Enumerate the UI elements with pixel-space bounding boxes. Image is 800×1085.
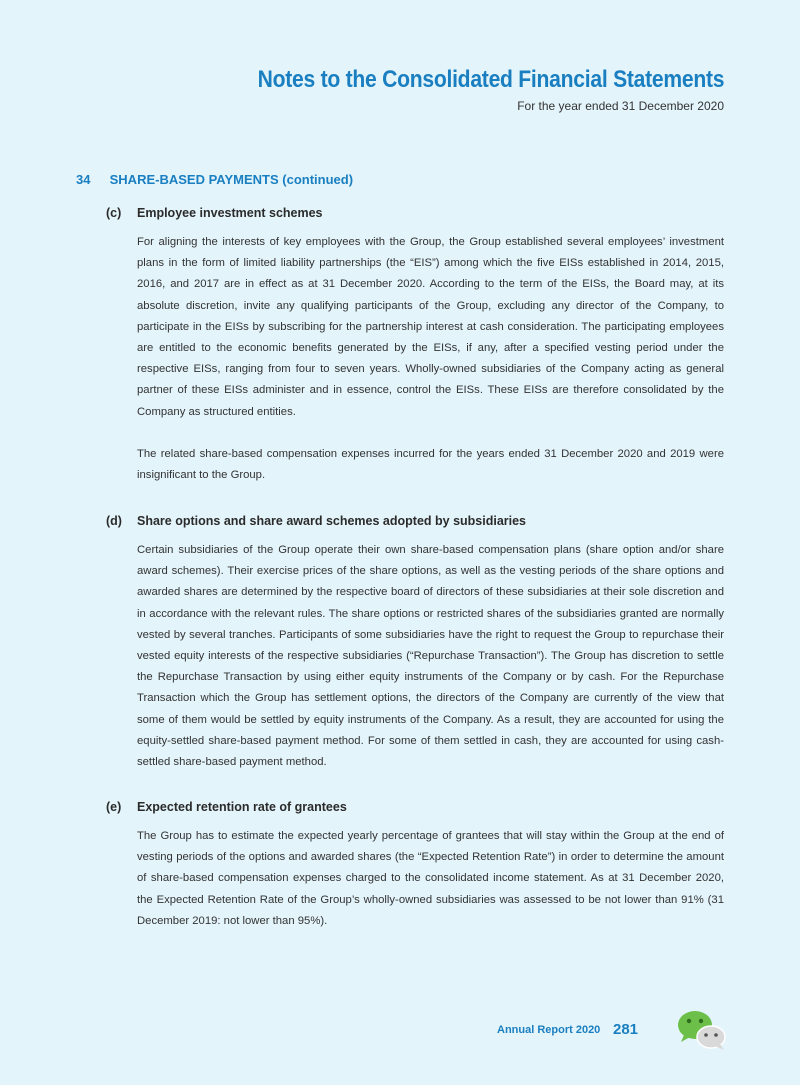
page-title: Notes to the Consolidated Financial Statements xyxy=(257,66,724,93)
paragraph: The related share-based compensation expenses incurred for the years ended 31 December 2020 and 2019 were insignificant to the Group. xyxy=(137,447,724,482)
section-heading xyxy=(76,172,353,187)
subsection-letter: (d) xyxy=(106,514,122,528)
page-subtitle: For the year ended 31 December 2020 xyxy=(517,99,724,113)
subsection-title: Share options and share award schemes adopted by subsidiaries xyxy=(137,514,527,528)
subsection-e xyxy=(106,800,724,932)
page-number: 281 xyxy=(613,1021,639,1038)
subsection-c xyxy=(106,206,724,486)
annual-report-label: Annual Report 2020 xyxy=(497,1024,601,1036)
wechat-logo-icon xyxy=(676,1010,728,1052)
paragraph: Certain subsidiaries of the Group operate their own share-based compensation plans (share option and/or share award schemes). Their exercise prices of the share options, as well as the vesting periods of the share options and awarded shares are determined by the respective board of directors of these subsidiaries at their sole discretion and in accordance with the relevant rules. The share options or restricted shares of the subsidiaries granted are normally vested by several tranches. Participants of some subsidiaries have the right to request the Group to repurchase their vested equity interests of the respective subsidiaries (“Repurchase Transaction”). The Group has discretion to settle the Repurchase Transaction by using either equity instruments of the Company or by cash. For the Repurchase Transaction which the Group has settlement options, the directors of the Company are currently of the view that some of them would be settled by equity instruments of the Company. As a result, they are accounted for using the equity-settled share-based payment method. For some of them settled in cash, they are accounted for using cash-settled share-based payment method. xyxy=(137,544,724,769)
section-number: 34 xyxy=(76,172,91,187)
subsection-d xyxy=(106,514,724,773)
section-continued-label: (continued) xyxy=(282,172,354,187)
subsection-heading xyxy=(106,514,724,532)
subsection-letter: (e) xyxy=(106,800,122,814)
paragraph: The Group has to estimate the expected yearly percentage of grantees that will stay within the Group at the end of vesting periods of the options and awarded shares (the “Expected Retention Rate”) in order to determine the amount of share-based compensation expenses charged to the consolidated income statement. As at 31 December 2020, the Expected Retention Rate of the Group’s wholly-owned subsidiaries was assessed to be not lower than 91% (31 December 2019: not lower than 95%). xyxy=(137,830,724,927)
subsection-title: Expected retention rate of grantees xyxy=(137,800,347,814)
paragraph: For aligning the interests of key employees with the Group, the Group established several employees’ investment plans in the form of limited liability partnerships (the “EIS”) among which the five EISs established in 2014, 2015, 2016, and 2017 are in effect as at 31 December 2020. According to the term of the EISs, the Board may, at its absolute discretion, invite any qualifying participants of the Group, excluding any director of the Company, to participate in the EISs by subscribing for the partnership interest at cash consideration. The participating employees are entitled to the economic benefits generated by the EISs, if any, after a specified vesting period under the respective EISs, ranging from four to seven years. Wholly-owned subsidiaries of the Company acting as general partner of these EISs administer and in essence, control the EISs. These EISs are therefore consolidated by the Company as structured entities. xyxy=(137,236,724,418)
subsection-heading xyxy=(106,800,724,818)
subsection-heading xyxy=(106,206,724,224)
section-title: SHARE-BASED PAYMENTS xyxy=(109,172,279,187)
subsection-title: Employee investment schemes xyxy=(137,206,323,220)
subsection-letter: (c) xyxy=(106,206,122,220)
